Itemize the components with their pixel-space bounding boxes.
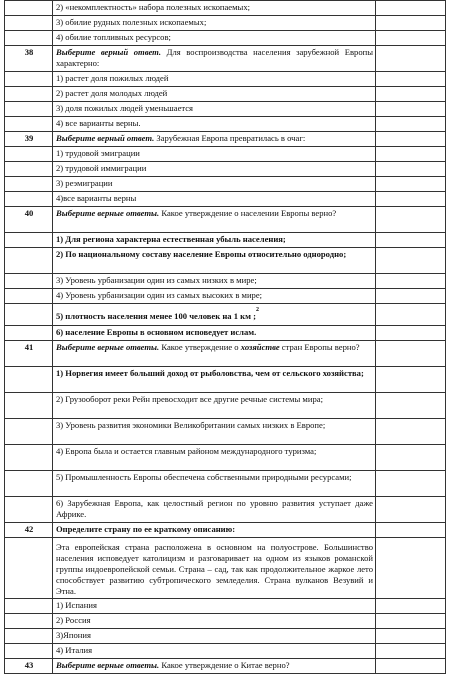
question-table: [4, 0, 446, 674]
table-row: [5, 341, 446, 367]
option-text: 5) Промышленность Европы обеспечена собственными природными ресурсами;: [53, 471, 376, 497]
question-number: 42: [5, 523, 53, 538]
table-row: [5, 233, 446, 248]
question-text: Выберите верные ответы. Какое утверждение о Китае верно?: [53, 659, 376, 674]
option-text: 3) Уровень развития экономики Великобритании самых низких в Европе;: [53, 419, 376, 445]
table-row: [5, 599, 446, 614]
option-text: 4) Италия: [53, 644, 376, 659]
table-row: [5, 162, 446, 177]
table-row: [5, 367, 446, 393]
option-text: 3) реэмиграции: [53, 177, 376, 192]
option-text: 2) По национальному составу население Европы относительно однородно;: [53, 248, 376, 274]
option-text: 5) плотность населения менее 100 человек на 1 км ;$^2$: [53, 304, 376, 326]
table-row: [5, 326, 446, 341]
table-row: [5, 132, 446, 147]
table-row: [5, 659, 446, 674]
question-text: Выберите верные ответы. Какое утверждение о хозяйстве стран Европы верно?: [53, 341, 376, 367]
question-number: 38: [5, 46, 53, 72]
option-text: 2) растет доля молодых людей: [53, 87, 376, 102]
option-text: 4) обилие топливных ресурсов;: [53, 31, 376, 46]
table-row: [5, 393, 446, 419]
option-text: 4) Уровень урбанизации один из самых высоких в мире;: [53, 289, 376, 304]
option-text: 2) Грузооборот реки Рейн превосходит все другие речные системы мира;: [53, 393, 376, 419]
table-row: [5, 16, 446, 31]
table-row: [5, 102, 446, 117]
option-text: 1) растет доля пожилых людей: [53, 72, 376, 87]
option-text: 2) «некомплектность» набора полезных ископаемых;: [53, 1, 376, 16]
table-row: [5, 46, 446, 72]
option-text: 3) обилие рудных полезных ископаемых;: [53, 16, 376, 31]
option-text: 2) трудовой иммиграции: [53, 162, 376, 177]
table-row: [5, 1, 446, 16]
country-description: Эта европейская страна расположена в основном на полуострове. Большинство населения исповедует католицизм и разговаривает на одном из языков романской группы индоевропейской семьи. Страна – сад, так как продолжительное жаркое лето способствует развитию субтропического земледелия. Страна вулканов Везувий и Этна.: [53, 538, 376, 599]
question-number: 41: [5, 341, 53, 367]
option-text: 6) население Европы в основном исповедует ислам.: [53, 326, 376, 341]
table-row: [5, 644, 446, 659]
table-row: [5, 538, 446, 599]
option-text: 4)все варианты верны: [53, 192, 376, 207]
table-row: [5, 248, 446, 274]
option-text: 1) Для региона характерна естественная убыль населения;: [53, 233, 376, 248]
table-row: [5, 304, 446, 326]
table-row: [5, 177, 446, 192]
table-row: [5, 31, 446, 46]
table-row: [5, 207, 446, 233]
table-row: [5, 419, 446, 445]
table-row: [5, 87, 446, 102]
table-row: [5, 614, 446, 629]
table-row: [5, 192, 446, 207]
table-row: [5, 497, 446, 523]
table-row: [5, 629, 446, 644]
question-number: 39: [5, 132, 53, 147]
option-text: 2) Россия: [53, 614, 376, 629]
table-row: [5, 274, 446, 289]
question-number: 43: [5, 659, 53, 674]
question-number: 40: [5, 207, 53, 233]
table-row: [5, 523, 446, 538]
option-text: 1) Испания: [53, 599, 376, 614]
table-row: [5, 117, 446, 132]
table-row: [5, 289, 446, 304]
option-text: 6) Зарубежная Европа, как целостный регион по уровню развития уступает даже Африке.: [53, 497, 376, 523]
table-row: [5, 72, 446, 87]
option-text: 4) Европа была и остается главным районом международного туризма;: [53, 445, 376, 471]
table-row: [5, 445, 446, 471]
question-text: Выберите верные ответы. Какое утверждение о населении Европы верно?: [53, 207, 376, 233]
option-text: 3)Япония: [53, 629, 376, 644]
question-text: Определите страну по ее краткому описанию:: [53, 523, 376, 538]
question-text: Выберите верный ответ. Для воспроизводства населения зарубежной Европы характерно:: [53, 46, 376, 72]
option-text: 3) доля пожилых людей уменьшается: [53, 102, 376, 117]
option-text: 1) трудовой эмиграции: [53, 147, 376, 162]
option-text: 1) Норвегия имеет больший доход от рыболовства, чем от сельского хозяйства;: [53, 367, 376, 393]
option-text: 4) все варианты верны.: [53, 117, 376, 132]
table-row: [5, 147, 446, 162]
question-text: Выберите верный ответ. Зарубежная Европа превратилась в очаг:: [53, 132, 376, 147]
option-text: 3) Уровень урбанизации один из самых низких в мире;: [53, 274, 376, 289]
table-row: [5, 471, 446, 497]
